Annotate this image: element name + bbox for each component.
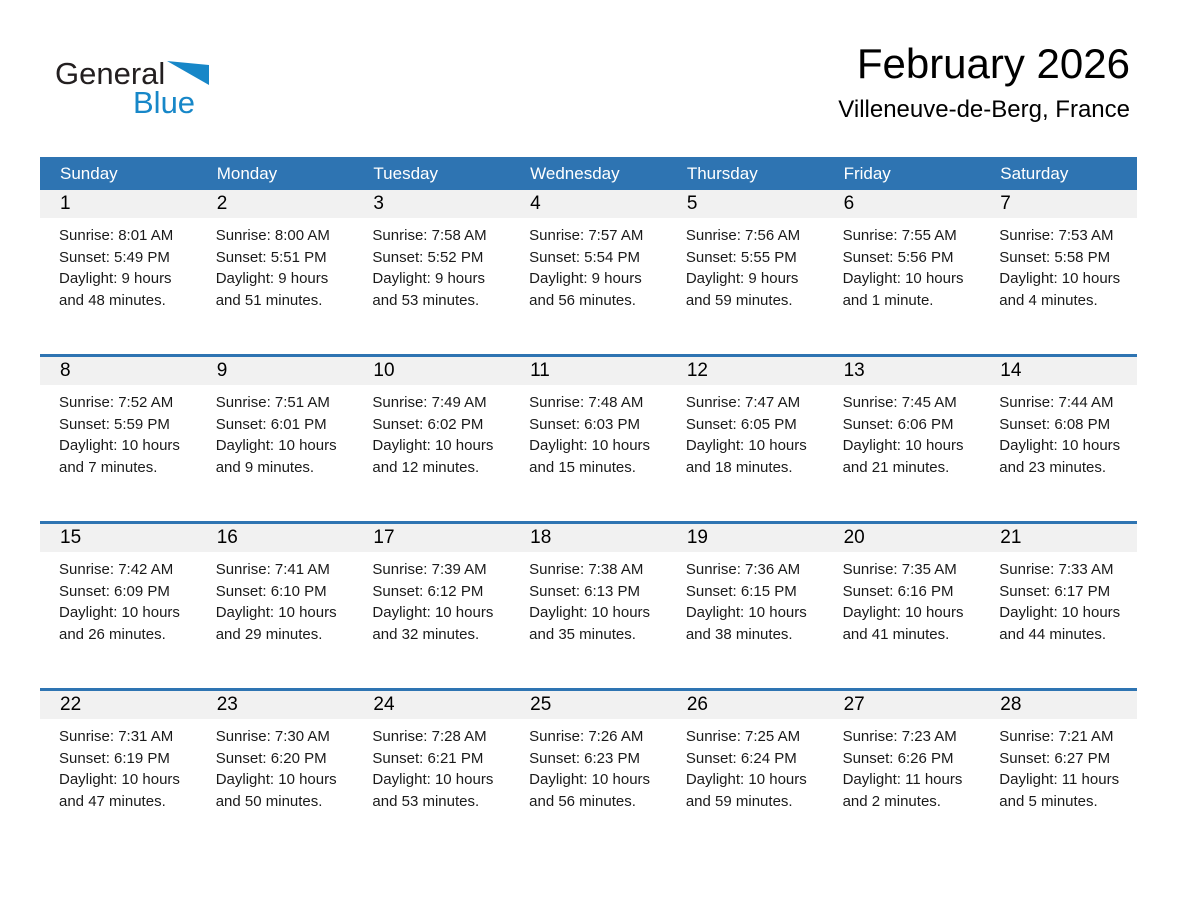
daylight-text: Daylight: 10 hours and 50 minutes.: [215, 771, 337, 810]
daylight-text: Daylight: 9 hours and 59 minutes.: [685, 270, 799, 309]
day-cell-21: [980, 524, 1137, 688]
sunset-text: Sunset: 6:19 PM: [59, 749, 170, 767]
sunrise-text: Sunrise: 7:58 AM: [372, 227, 487, 244]
sunset-text: Sunset: 5:59 PM: [59, 415, 170, 433]
weekday-tuesday: Tuesday: [373, 163, 438, 183]
day-details: [353, 218, 510, 311]
week-row: [40, 190, 1137, 354]
page-subtitle: Villeneuve-de-Berg, France: [838, 96, 1130, 124]
sunrise-text: Sunrise: 7:25 AM: [685, 728, 801, 745]
sunset-text: Sunset: 6:01 PM: [215, 415, 327, 433]
day-details: [197, 552, 354, 645]
sunset-text: Sunset: 5:49 PM: [59, 248, 170, 266]
week-row: [40, 354, 1137, 521]
day-cell-12: [667, 357, 824, 521]
sunrise-text: Sunrise: 7:48 AM: [529, 394, 644, 411]
day-cell-11: [510, 357, 667, 521]
day-details: [40, 719, 197, 812]
daylight-text: Daylight: 10 hours and 15 minutes.: [529, 437, 651, 476]
day-cell-1: [40, 190, 197, 354]
day-details: [510, 719, 667, 812]
day-number: 11: [510, 357, 667, 385]
day-details: [197, 719, 354, 812]
page-header: [40, 40, 1137, 150]
day-number: 14: [980, 357, 1137, 385]
sunrise-text: Sunrise: 7:56 AM: [685, 227, 801, 244]
daylight-text: Daylight: 10 hours and 47 minutes.: [59, 771, 180, 810]
day-details: [510, 218, 667, 311]
daylight-text: Daylight: 10 hours and 4 minutes.: [999, 270, 1121, 309]
sunset-text: Sunset: 6:13 PM: [529, 582, 641, 600]
sunset-text: Sunset: 6:15 PM: [685, 582, 797, 600]
day-cell-6: [824, 190, 981, 354]
weekday-friday: Friday: [843, 163, 891, 183]
day-details: [667, 218, 824, 311]
daylight-text: Daylight: 10 hours and 26 minutes.: [59, 604, 180, 643]
sunset-text: Sunset: 5:58 PM: [999, 248, 1111, 266]
sunset-text: Sunset: 6:21 PM: [372, 749, 484, 767]
sunset-text: Sunset: 6:10 PM: [215, 582, 327, 600]
sunrise-text: Sunrise: 7:35 AM: [842, 561, 957, 578]
sunrise-text: Sunrise: 7:45 AM: [842, 394, 957, 411]
daylight-text: Daylight: 10 hours and 35 minutes.: [529, 604, 651, 643]
calendar: [40, 157, 1137, 855]
daylight-text: Daylight: 10 hours and 44 minutes.: [999, 604, 1121, 643]
day-cell-10: [353, 357, 510, 521]
day-details: [980, 719, 1137, 812]
sunrise-text: Sunrise: 7:41 AM: [215, 561, 330, 578]
day-cell-20: [824, 524, 981, 688]
daylight-text: Daylight: 10 hours and 32 minutes.: [372, 604, 494, 643]
day-cell-15: [40, 524, 197, 688]
logo-text-general: General: [55, 56, 166, 91]
day-number: 15: [40, 524, 197, 552]
day-details: [40, 552, 197, 645]
day-cell-7: [980, 190, 1137, 354]
day-number: 26: [667, 691, 824, 719]
sunset-text: Sunset: 6:03 PM: [529, 415, 641, 433]
sunset-text: Sunset: 6:20 PM: [215, 749, 327, 767]
sunrise-text: Sunrise: 7:53 AM: [999, 227, 1114, 244]
week-row: [40, 688, 1137, 855]
day-number: 17: [353, 524, 510, 552]
sunrise-text: Sunrise: 7:55 AM: [842, 227, 957, 244]
daylight-text: Daylight: 10 hours and 21 minutes.: [842, 437, 964, 476]
day-number: 28: [980, 691, 1137, 719]
day-number: 2: [197, 190, 354, 218]
sunset-text: Sunset: 6:24 PM: [685, 749, 797, 767]
day-details: [40, 385, 197, 478]
sunrise-text: Sunrise: 8:00 AM: [215, 227, 330, 244]
day-details: [667, 719, 824, 812]
daylight-text: Daylight: 10 hours and 59 minutes.: [685, 771, 807, 810]
day-details: [510, 552, 667, 645]
sunset-text: Sunset: 6:09 PM: [59, 582, 170, 600]
weekday-saturday: Saturday: [1000, 163, 1069, 183]
sunrise-text: Sunrise: 7:42 AM: [59, 561, 174, 578]
day-number: 18: [510, 524, 667, 552]
sunrise-text: Sunrise: 8:01 AM: [59, 227, 174, 244]
day-details: [353, 385, 510, 478]
sunrise-text: Sunrise: 7:44 AM: [999, 394, 1114, 411]
day-details: [824, 552, 981, 645]
daylight-text: Daylight: 10 hours and 41 minutes.: [842, 604, 964, 643]
day-details: [353, 552, 510, 645]
daylight-text: Daylight: 10 hours and 29 minutes.: [215, 604, 337, 643]
day-number: 20: [824, 524, 981, 552]
day-cell-18: [510, 524, 667, 688]
day-number: 19: [667, 524, 824, 552]
sunrise-text: Sunrise: 7:21 AM: [999, 728, 1114, 745]
day-cell-28: [980, 691, 1137, 855]
day-details: [824, 218, 981, 311]
day-number: 7: [980, 190, 1137, 218]
day-number: 24: [353, 691, 510, 719]
week-row: [40, 521, 1137, 688]
page-title: February 2026: [856, 40, 1130, 87]
day-cell-8: [40, 357, 197, 521]
sunrise-text: Sunrise: 7:57 AM: [529, 227, 644, 244]
sunset-text: Sunset: 6:05 PM: [685, 415, 797, 433]
day-details: [667, 552, 824, 645]
sunrise-text: Sunrise: 7:49 AM: [372, 394, 487, 411]
daylight-text: Daylight: 10 hours and 7 minutes.: [59, 437, 180, 476]
sunrise-text: Sunrise: 7:33 AM: [999, 561, 1114, 578]
daylight-text: Daylight: 9 hours and 53 minutes.: [372, 270, 485, 309]
weekday-monday: Monday: [216, 163, 278, 183]
daylight-text: Daylight: 9 hours and 51 minutes.: [215, 270, 329, 309]
day-cell-27: [824, 691, 981, 855]
day-number: 1: [40, 190, 197, 218]
day-number: 6: [824, 190, 981, 218]
day-number: 4: [510, 190, 667, 218]
daylight-text: Daylight: 10 hours and 1 minute.: [842, 270, 964, 309]
day-cell-22: [40, 691, 197, 855]
day-details: [197, 218, 354, 311]
sunrise-text: Sunrise: 7:23 AM: [842, 728, 957, 745]
sunset-text: Sunset: 5:56 PM: [842, 248, 954, 266]
day-details: [667, 385, 824, 478]
sunset-text: Sunset: 5:52 PM: [372, 248, 484, 266]
sunset-text: Sunset: 6:17 PM: [999, 582, 1111, 600]
sunrise-text: Sunrise: 7:26 AM: [529, 728, 644, 745]
daylight-text: Daylight: 11 hours and 5 minutes.: [999, 771, 1120, 810]
day-number: 3: [353, 190, 510, 218]
day-details: [980, 552, 1137, 645]
day-number: 5: [667, 190, 824, 218]
day-cell-23: [197, 691, 354, 855]
day-number: 16: [197, 524, 354, 552]
sunset-text: Sunset: 6:02 PM: [372, 415, 484, 433]
daylight-text: Daylight: 9 hours and 48 minutes.: [59, 270, 172, 309]
day-details: [980, 385, 1137, 478]
day-details: [980, 218, 1137, 311]
day-cell-2: [197, 190, 354, 354]
day-details: [824, 719, 981, 812]
day-number: 21: [980, 524, 1137, 552]
day-cell-5: [667, 190, 824, 354]
day-number: 22: [40, 691, 197, 719]
day-cell-4: [510, 190, 667, 354]
daylight-text: Daylight: 10 hours and 38 minutes.: [685, 604, 807, 643]
sunset-text: Sunset: 6:16 PM: [842, 582, 954, 600]
day-cell-9: [197, 357, 354, 521]
daylight-text: Daylight: 10 hours and 23 minutes.: [999, 437, 1121, 476]
day-cell-19: [667, 524, 824, 688]
sunrise-text: Sunrise: 7:39 AM: [372, 561, 487, 578]
daylight-text: Daylight: 10 hours and 18 minutes.: [685, 437, 807, 476]
day-cell-17: [353, 524, 510, 688]
day-details: [510, 385, 667, 478]
sunset-text: Sunset: 5:55 PM: [685, 248, 797, 266]
day-details: [40, 218, 197, 311]
sunrise-text: Sunrise: 7:30 AM: [215, 728, 330, 745]
day-cell-14: [980, 357, 1137, 521]
weekday-wednesday: Wednesday: [530, 163, 620, 183]
day-cell-16: [197, 524, 354, 688]
sunset-text: Sunset: 6:26 PM: [842, 749, 954, 767]
sunrise-text: Sunrise: 7:36 AM: [685, 561, 801, 578]
day-cell-26: [667, 691, 824, 855]
calendar-weeks: [40, 190, 1137, 855]
sunset-text: Sunset: 5:51 PM: [215, 248, 327, 266]
weekday-header-row: [40, 157, 1137, 190]
day-number: 10: [353, 357, 510, 385]
day-cell-13: [824, 357, 981, 521]
sunset-text: Sunset: 6:27 PM: [999, 749, 1111, 767]
day-number: 27: [824, 691, 981, 719]
daylight-text: Daylight: 10 hours and 12 minutes.: [372, 437, 494, 476]
sunset-text: Sunset: 6:08 PM: [999, 415, 1111, 433]
day-number: 9: [197, 357, 354, 385]
sunset-text: Sunset: 6:12 PM: [372, 582, 484, 600]
sunset-text: Sunset: 6:06 PM: [842, 415, 954, 433]
daylight-text: Daylight: 10 hours and 56 minutes.: [529, 771, 651, 810]
day-details: [824, 385, 981, 478]
daylight-text: Daylight: 9 hours and 56 minutes.: [529, 270, 642, 309]
weekday-thursday: Thursday: [686, 163, 758, 183]
day-number: 13: [824, 357, 981, 385]
sunrise-text: Sunrise: 7:28 AM: [372, 728, 487, 745]
day-cell-24: [353, 691, 510, 855]
sunrise-text: Sunrise: 7:52 AM: [59, 394, 174, 411]
day-number: 8: [40, 357, 197, 385]
day-cell-25: [510, 691, 667, 855]
sunrise-text: Sunrise: 7:38 AM: [529, 561, 644, 578]
sunrise-text: Sunrise: 7:51 AM: [215, 394, 330, 411]
logo-text-blue: Blue: [133, 85, 196, 120]
daylight-text: Daylight: 10 hours and 53 minutes.: [372, 771, 494, 810]
sunrise-text: Sunrise: 7:47 AM: [685, 394, 801, 411]
day-number: 12: [667, 357, 824, 385]
day-number: 25: [510, 691, 667, 719]
daylight-text: Daylight: 11 hours and 2 minutes.: [842, 771, 963, 810]
general-blue-logo: [55, 58, 265, 118]
day-details: [353, 719, 510, 812]
day-cell-3: [353, 190, 510, 354]
sunset-text: Sunset: 5:54 PM: [529, 248, 641, 266]
day-number: 23: [197, 691, 354, 719]
daylight-text: Daylight: 10 hours and 9 minutes.: [215, 437, 337, 476]
weekday-sunday: Sunday: [60, 163, 118, 183]
sunset-text: Sunset: 6:23 PM: [529, 749, 641, 767]
day-details: [197, 385, 354, 478]
sunrise-text: Sunrise: 7:31 AM: [59, 728, 174, 745]
